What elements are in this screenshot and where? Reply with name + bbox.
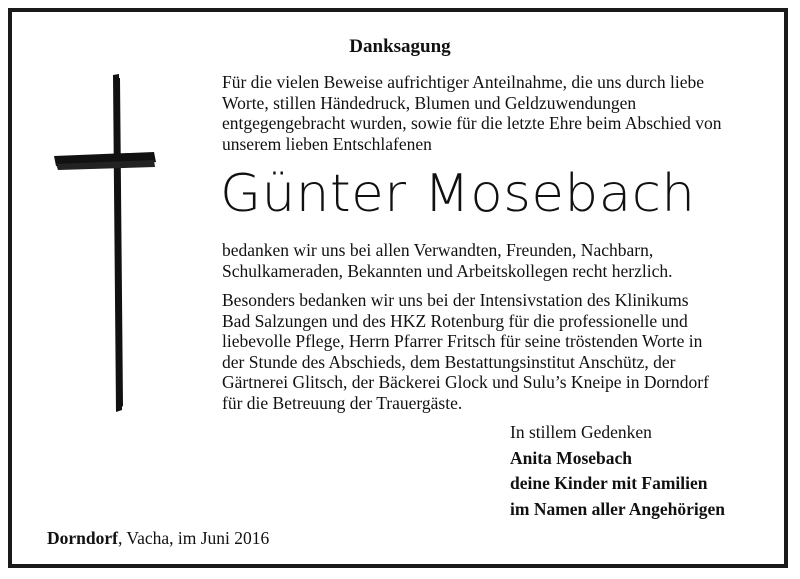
signature-block — [510, 420, 725, 522]
intro-paragraph — [222, 72, 762, 154]
deceased-name: Günter Mosebach — [220, 164, 696, 224]
special-line: Bad Salzungen und des HKZ Rotenburg für die professionelle und — [222, 310, 688, 331]
place-date-line — [47, 528, 269, 549]
special-line: Gärtnerei Glitsch, der Bäckerei Glock und Sulu’s Kneipe in Dorndorf — [222, 372, 709, 392]
intro-line: Worte, stillen Händedruck, Blumen und Geldzuwendungen — [222, 92, 637, 113]
cross-icon — [50, 70, 160, 415]
intro-line: entgegengebracht wurden, sowie für die letzte Ehre beim Abschied von — [222, 113, 722, 133]
intro-line: unserem lieben Entschlafenen — [222, 133, 432, 154]
special-line: Besonders bedanken wir uns bei der Intensivstation des Klinikums — [222, 290, 689, 310]
place-date-rest: , Vacha, im Juni 2016 — [117, 528, 270, 548]
relatives-line: im Namen aller Angehörigen — [510, 498, 726, 519]
thanks-line: bedanken wir uns bei allen Verwandten, Freunden, Nachbarn, — [222, 240, 654, 260]
memorial-line: In stillem Gedenken — [510, 422, 652, 442]
special-line: liebevolle Pflege, Herrn Pfarrer Fritsch für seine tröstenden Worte in — [222, 331, 703, 351]
children-line: deine Kinder mit Familien — [510, 473, 708, 493]
thanks-paragraph — [222, 240, 762, 281]
intro-line: Für die vielen Beweise aufrichtiger Anteilnahme, die uns durch liebe — [222, 72, 705, 92]
place-name: Dorndorf — [47, 528, 118, 548]
notice-title: Danksagung — [349, 36, 451, 57]
special-line: der Stunde des Abschieds, dem Bestattungsinstitut Anschütz, der — [222, 351, 676, 372]
thanks-line: Schulkameraden, Bekannten und Arbeitskollegen recht herzlich. — [222, 260, 673, 281]
special-line: für die Betreuung der Trauergäste. — [222, 392, 463, 413]
special-thanks-paragraph — [222, 290, 762, 413]
widow-name: Anita Mosebach — [510, 447, 633, 468]
